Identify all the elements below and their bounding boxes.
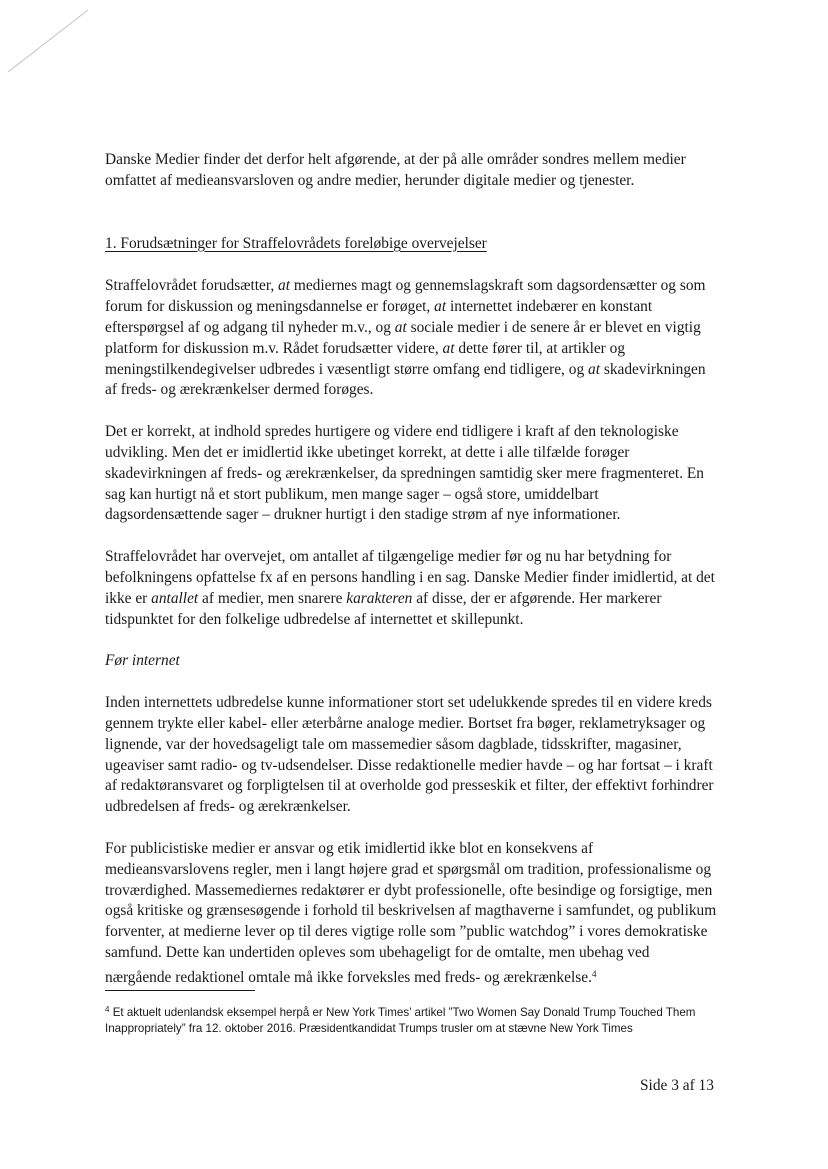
paragraph-publicistic-media: For publicistiske medier er ansvar og etik imidlertid ikke blot en konsekvens af medieansvarslovens regler, men i langt højere grad et spørgsmål om tradition, professionalisme og troværdighed. Massemediernes redaktører er dybt professionelle, ofte besindige og forsigtige, men også kritiske og grænsesøgende i forhold til beskrivelsen af magthaverne i samfundet, og publikum forventer, at medierne lever op til deres vigtige rolle som ”public watchdog” i vores demokratiske samfund. Dette kan undertiden opleves som ubehageligt for de omtalte, men ubehag ved nærgående redaktionel omtale må ikke forveksles med freds- og ærekrænkelse.$^4$ xyxy=(105,839,717,986)
paragraph-before-internet: Inden internettets udbredelse kunne informationer stort set udelukkende spredes til en videre kreds gennem trykte eller kabel- eller æterbårne analoge medier. Bortset fra bøger, reklametryksager og lignende, var der hovedsageligt tale om massemedier såsom dagblade, tidsskrifter, magasiner, ugeaviser samt radio- og tv-udsendelser. Disse redaktionelle medier havde – og har fortsat – i kraft af redaktøransvaret og forpligtelsen til at overholde god presseskik et filter, der effektivt forhindrer udbredelsen af freds- og ærekrænkelser. xyxy=(105,694,714,816)
footnote-separator xyxy=(105,990,255,991)
paragraph-assumptions: Straffelovrådet forudsætter, at mediernes magt og gennemslagskraft som dagsordensætter og som forum for diskussion og meningsdannelse er forøget, at internettet indebærer en konstant efterspørgsel af og adgang til nyheder m.v., og at sociale medier i de senere år er blevet en vigtig platform for diskussion m.v. Rådet forudsætter videre, at dette fører til, at artikler og meningstilkendegivelser udbredes i væsentligt større omfang end tidligere, og at skadevirkningen af freds- og ærekrænkelser dermed forøges. xyxy=(105,277,706,399)
document-body xyxy=(105,150,717,989)
paragraph-media-count: Straffelovrådet har overvejet, om antallet af tilgængelige medier før og nu har betydning for befolkningens opfattelse fx af en persons handling i en sag. Danske Medier finder imidlertid, at det ikke er antallet af medier, men snarere karakteren af disse, der er afgørende. Her markerer tidspunktet for den folkelige udbredelse af internettet et skillepunkt. xyxy=(105,548,715,628)
footnote: $^4$ Et aktuelt udenlandsk eksempel herpå er New York Times’ artikel ”Two Women Say Donald Trump Touched Them Inappropriately” fra 12. oktober 2016. Præsidentkandidat Trumps trusler om at stævne New York Times xyxy=(105,1005,696,1035)
section-heading: 1. Forudsætninger for Straffelovrådets foreløbige overvejelser xyxy=(105,234,487,252)
footnote-reference: 4 xyxy=(591,968,597,979)
paragraph-spread: Det er korrekt, at indhold spredes hurtigere og videre end tidligere i kraft af den teknologiske udvikling. Men det er imidlertid ikke ubetinget korrekt, at dette i alle tilfælde forøger skadevirkningen af freds- og ærekrænkelser, da spredningen samtidig sker mere fragmenteret. En sag kan hurtigt nå et stort publikum, men mange sager – også store, umiddelbart dagsordensættende sager – drukner hurtigt i den stadige strøm af nye informationer. xyxy=(105,423,704,524)
footnote-number: 4 xyxy=(105,1005,110,1014)
page-number: Side 3 af 13 xyxy=(640,1077,714,1094)
intro-paragraph: Danske Medier finder det derfor helt afgørende, at der på alle områder sondres mellem medier omfattet af medieansvarsloven og andre medier, herunder digitale medier og tjenester. xyxy=(105,151,686,189)
subheading-before-internet: Før internet xyxy=(105,652,180,670)
scan-artifact-line xyxy=(0,0,100,80)
